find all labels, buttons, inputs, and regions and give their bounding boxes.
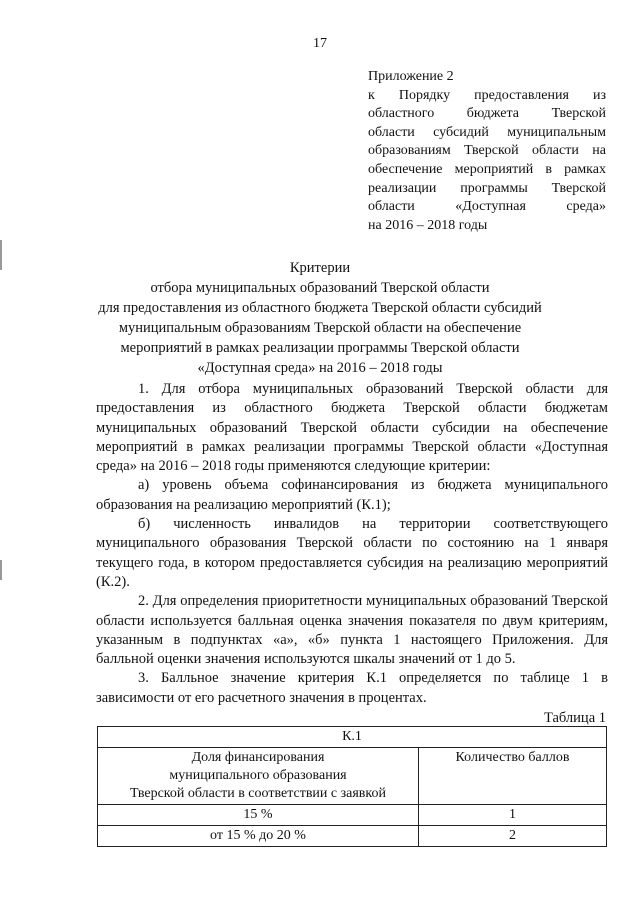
heading-line: отбора муниципальных образований Тверской области bbox=[150, 280, 490, 296]
heading-title: Критерии bbox=[289, 260, 351, 276]
heading-line: для предоставления из областного бюджета Тверской области субсидий bbox=[98, 300, 542, 316]
paragraph-1: 1. Для отбора муниципальных образований Тверской области для предоставления из областного бюджета Тверской области бюджетам муниципальных образований Тверской области субсидии на обеспечение мероприятий в рамках реализации программы Тверской области «Доступная среда» на 2016 – 2018 годы применяются следующие критерии: bbox=[96, 381, 608, 475]
share-header-line: муниципального образования bbox=[169, 768, 347, 783]
paragraph-3: 3. Балльное значение критерия К.1 определяется по таблице 1 в зависимости от его расчетного значения в процентах. bbox=[96, 670, 608, 706]
share-cell: от 15 % до 20 % bbox=[98, 826, 419, 847]
table-row bbox=[98, 826, 607, 847]
share-cell: 15 % bbox=[98, 805, 419, 826]
paragraph-1a: а) уровень объема софинансирования из бюджета муниципального образования на реализацию мероприятий (К.1); bbox=[96, 477, 608, 513]
scan-edge-mark bbox=[0, 560, 2, 580]
heading-line: муниципальным образованиям Тверской области на обеспечение bbox=[118, 320, 522, 336]
appendix-title: Приложение 2 bbox=[368, 69, 454, 84]
table-row bbox=[98, 805, 607, 826]
body-text bbox=[96, 380, 608, 708]
points-cell: 2 bbox=[419, 826, 607, 847]
paragraph-2: 2. Для определения приоритетности муниципальных образований Тверской области используется балльная оценка значения показателя по двум критериям, указанным в подпунктах «а», «б» пункта 1 настоящего Приложения. Для балльной оценки значения используются шкалы значений от 1 до 5. bbox=[96, 593, 608, 668]
criteria-heading bbox=[60, 258, 580, 378]
share-header-line: Доля финансирования bbox=[191, 750, 325, 765]
scan-edge-mark bbox=[0, 240, 2, 270]
paragraph-1b: б) численность инвалидов на территории соответствующего муниципального образования Тверской области по состоянию на 1 января текущего года, в котором предоставляется субсидия на реализацию мероприятий (К.2). bbox=[96, 516, 608, 590]
appendix-block bbox=[368, 68, 606, 235]
page-number: 17 bbox=[313, 36, 327, 51]
appendix-line: обеспечение мероприятий в рамках bbox=[368, 161, 606, 177]
appendix-line: реализации программы Тверской bbox=[368, 180, 606, 196]
heading-line: мероприятий в рамках реализации программы Тверской области bbox=[120, 340, 520, 356]
appendix-line: образованиям Тверской области на bbox=[368, 143, 606, 159]
criteria-table bbox=[97, 726, 607, 847]
appendix-line: на 2016 – 2018 годы bbox=[368, 217, 488, 233]
table-caption: Таблица 1 bbox=[543, 710, 606, 726]
appendix-line: к Порядку предоставления из bbox=[368, 87, 606, 103]
table-header-row bbox=[98, 748, 607, 805]
table-title-row bbox=[98, 727, 607, 748]
points-cell: 1 bbox=[419, 805, 607, 826]
share-header-line: Тверской области в соответствии с заявкой bbox=[130, 786, 386, 801]
appendix-line: области субсидий муниципальным bbox=[368, 124, 606, 140]
table-title: К.1 bbox=[98, 727, 607, 748]
appendix-line: областного бюджета Тверской bbox=[368, 106, 606, 122]
points-header-cell: Количество баллов bbox=[419, 748, 607, 805]
appendix-line: области «Доступная среда» bbox=[368, 199, 606, 215]
share-header-cell bbox=[98, 748, 419, 805]
heading-line: «Доступная среда» на 2016 – 2018 годы bbox=[197, 360, 443, 376]
